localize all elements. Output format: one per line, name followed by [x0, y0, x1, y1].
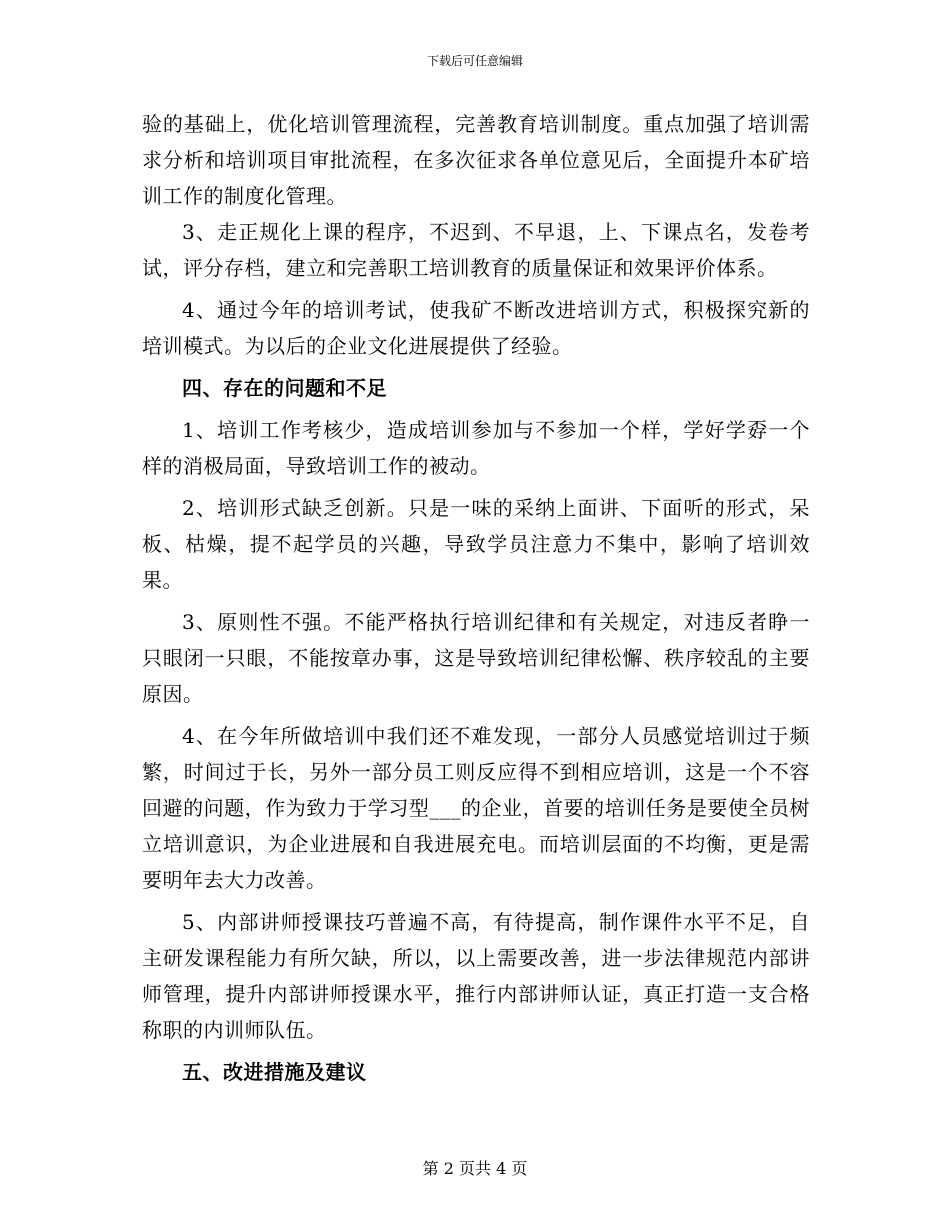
- paragraph-problem-4: 4、在今年所做培训中我们还不难发现，一部分人员感觉培训过于频繁，时间过于长，另外一部分员工则反应得不到相应培训，这是一个不容回避的问题，作为致力于学习型___的企业，首要的培训任务是要使全员树立培训意识，为企业进展和自我进展充电。而培训层面的不均衡，更是需要明年去大力改善。: [142, 724, 810, 892]
- paragraph-problem-3: 3、原则性不强。不能严格执行培训纪律和有关规定，对违反者睁一只眼闭一只眼，不能按章办事，这是导致培训纪律松懈、秩序较乱的主要原因。: [142, 610, 810, 706]
- section-heading-problems: 四、存在的问题和不足: [182, 376, 387, 400]
- section-heading-improvements: 五、改进措施及建议: [182, 1060, 367, 1084]
- page-footer: 第 2 页共 4 页: [422, 1159, 528, 1178]
- paragraph-continuation: 验的基础上，优化培训管理流程，完善教育培训制度。重点加强了培训需求分析和培训项目审批流程，在多次征求各单位意见后，全面提升本矿培训工作的制度化管理。: [142, 112, 810, 208]
- paragraph-problem-2: 2、培训形式缺乏创新。只是一味的采纳上面讲、下面听的形式，呆板、枯燥，提不起学员的兴趣，导致学员注意力不集中，影响了培训效果。: [142, 496, 810, 592]
- document-body: [142, 106, 810, 1096]
- paragraph-item-3: 3、走正规化上课的程序，不迟到、不早退，上、下课点名，发卷考试，评分存档，建立和完善职工培训教育的质量保证和效果评价体系。: [142, 220, 810, 280]
- paragraph-problem-5: 5、内部讲师授课技巧普遍不高，有待提高，制作课件水平不足，自主研发课程能力有所欠缺，所以，以上需要改善，进一步法律规范内部讲师管理，提升内部讲师授课水平，推行内部讲师认证，真正打造一支合格称职的内训师队伍。: [142, 910, 810, 1042]
- paragraph-problem-1: 1、培训工作考核少，造成培训参加与不参加一个样，学好学孬一个样的消极局面，导致培训工作的被动。: [142, 418, 810, 478]
- paragraph-item-4: 4、通过今年的培训考试，使我矿不断改进培训方式，积极探究新的培训模式。为以后的企业文化进展提供了经验。: [142, 298, 810, 358]
- page-header: 下载后可任意编辑: [426, 54, 523, 68]
